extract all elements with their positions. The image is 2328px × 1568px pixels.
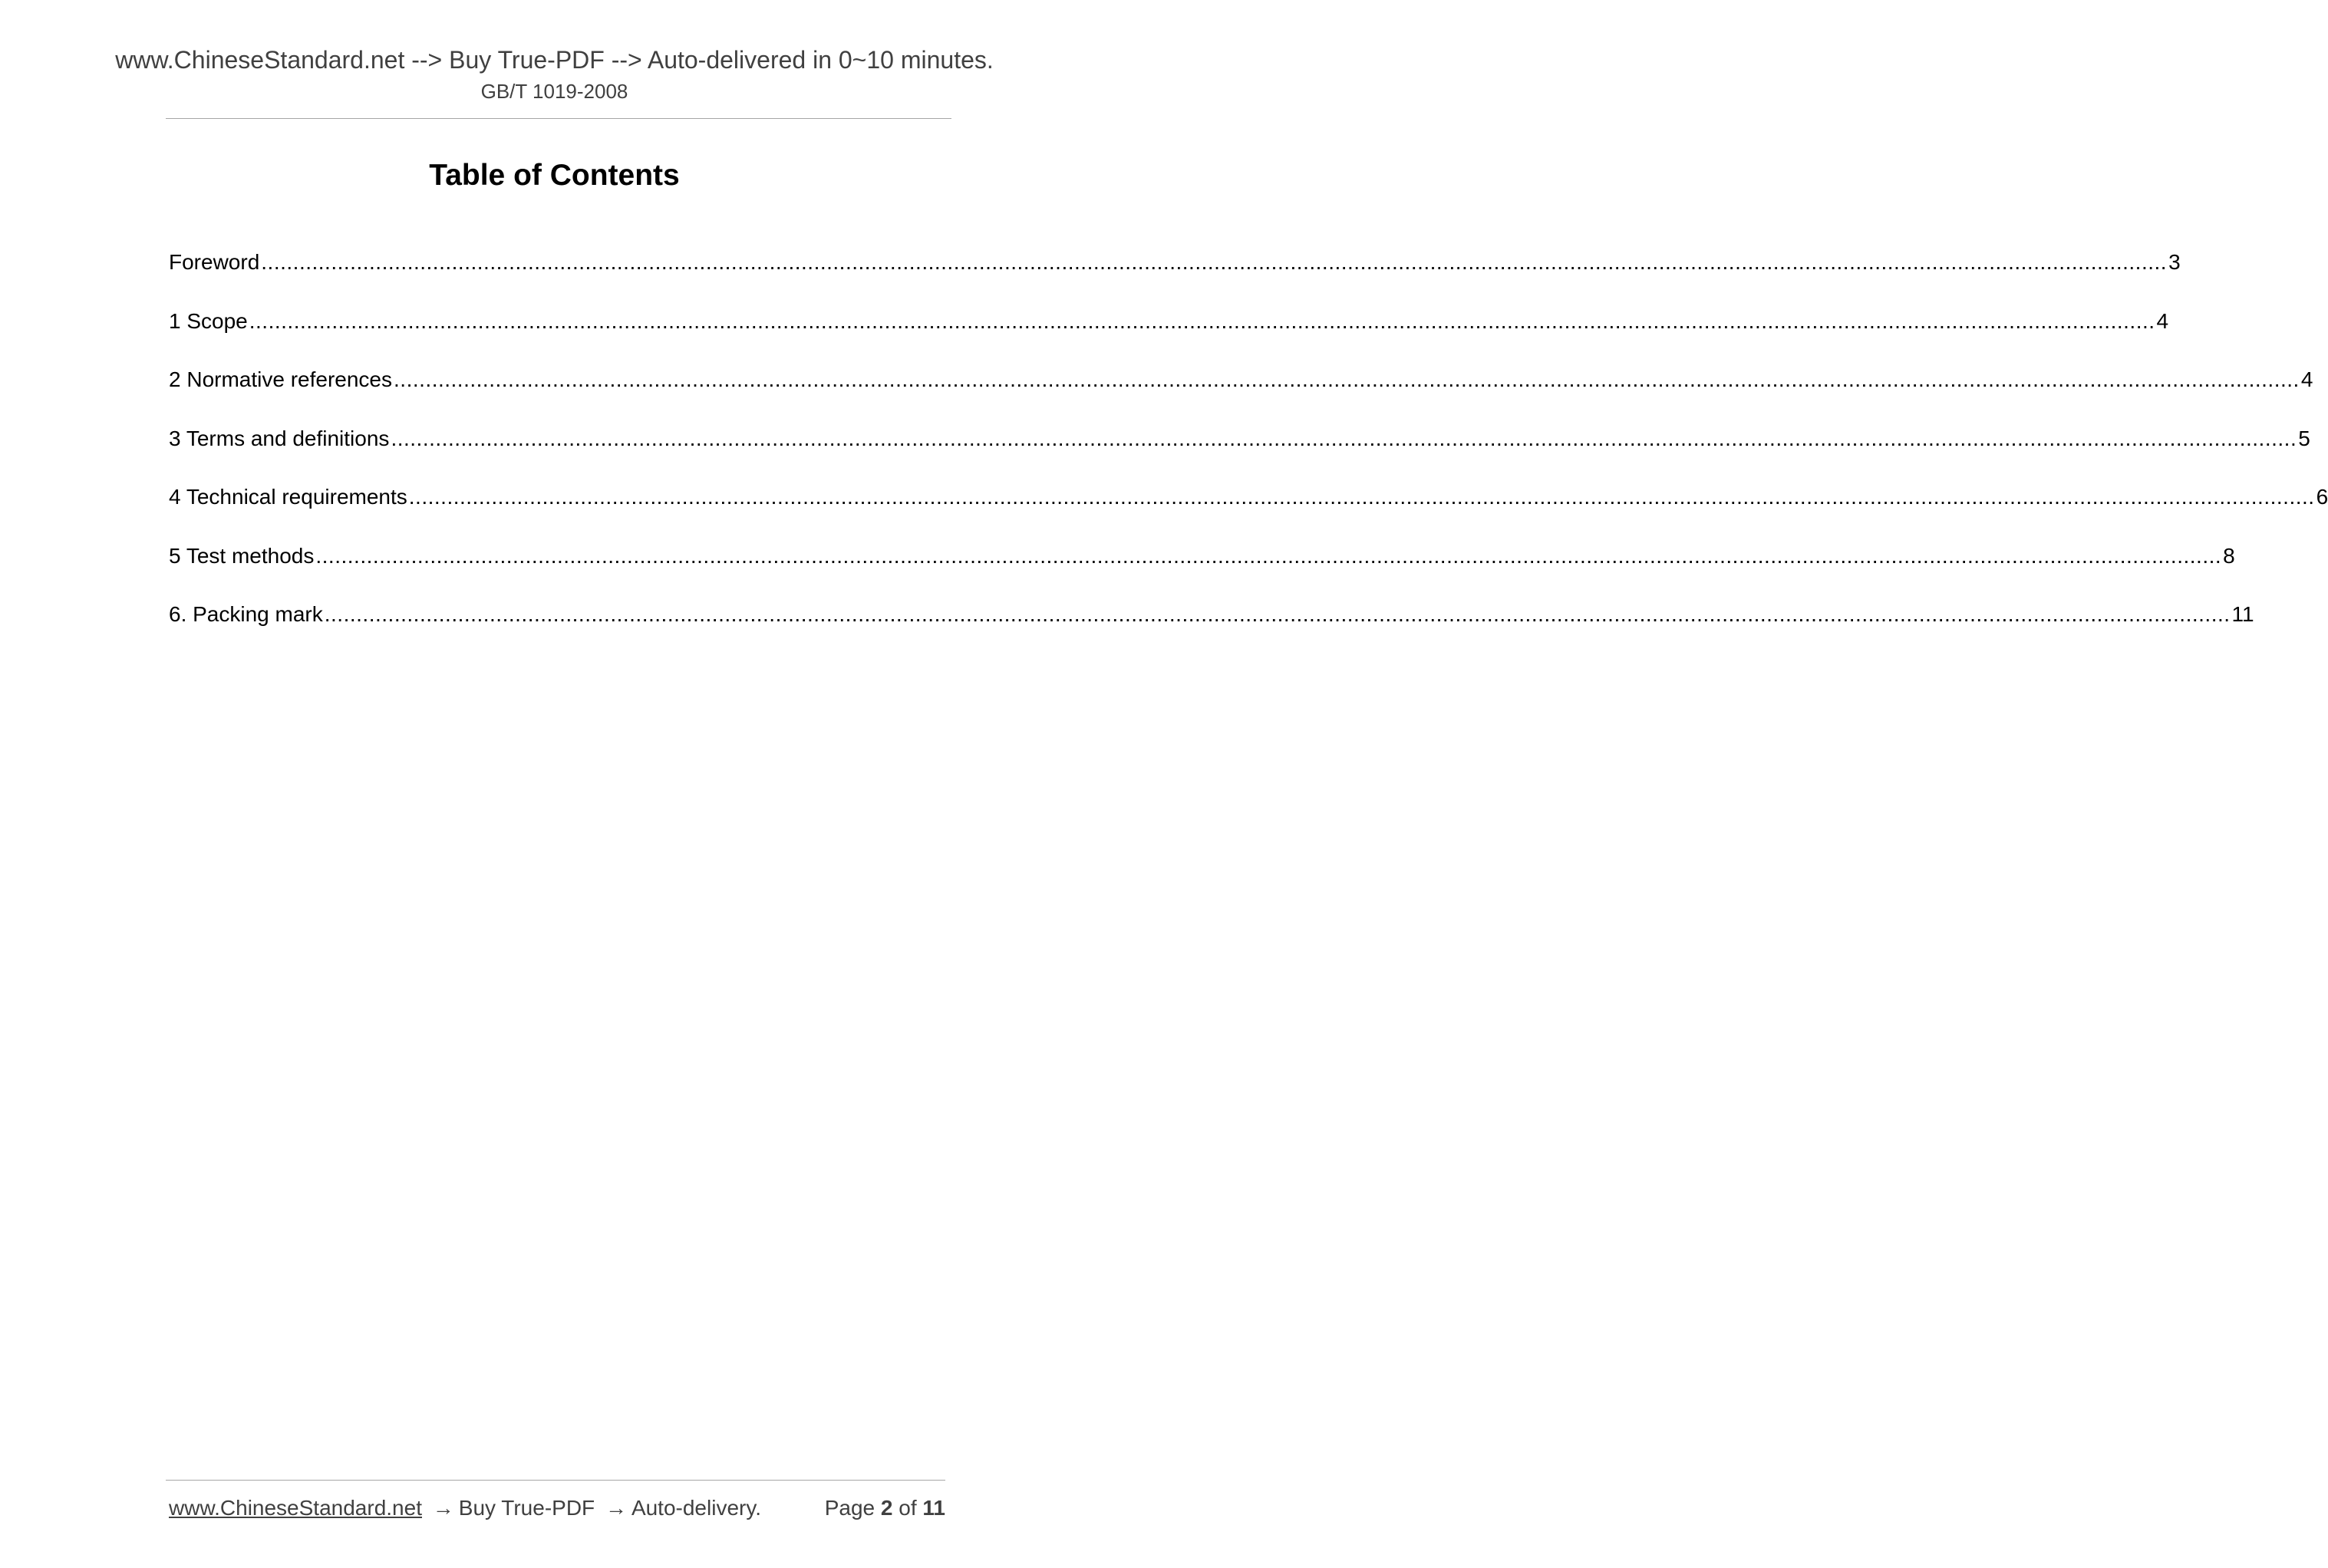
page-footer bbox=[169, 1493, 945, 1524]
toc-dot-leader: ............................................................................................................................................................................................................................................................................................................ bbox=[261, 250, 2168, 274]
toc-entry-technical-requirements[interactable] bbox=[169, 482, 2328, 541]
toc-entry-label: 3 Terms and definitions bbox=[169, 426, 390, 450]
toc-entry-page: 8 bbox=[2223, 543, 2235, 568]
toc-entry-scope[interactable] bbox=[169, 306, 2169, 365]
toc-entry-foreword[interactable] bbox=[169, 247, 2181, 306]
toc-entry-label: 1 Scope bbox=[169, 308, 248, 333]
toc-entry-page: 4 bbox=[2156, 308, 2169, 333]
toc-entry-packing-mark[interactable] bbox=[169, 599, 2254, 658]
toc-entry-page: 4 bbox=[2300, 367, 2313, 391]
toc-title: Table of Contents bbox=[429, 159, 680, 192]
toc-dot-leader: ............................................................................................................................................................................................................................................................................................................ bbox=[394, 367, 2300, 391]
footer-delivery-text: Auto-delivery. bbox=[631, 1496, 762, 1520]
footer-promo bbox=[169, 1493, 761, 1524]
toc-entry-terms-and-definitions[interactable] bbox=[169, 423, 2310, 483]
toc-entry-label: 6. Packing mark bbox=[169, 602, 323, 626]
page-header bbox=[0, 44, 1109, 104]
toc-list bbox=[169, 247, 2328, 658]
toc-entry-test-methods[interactable] bbox=[169, 541, 2235, 600]
toc-entry-label: 4 Technical requirements bbox=[169, 485, 407, 509]
toc-entry-page: 11 bbox=[2231, 602, 2254, 626]
toc-dot-leader: ............................................................................................................................................................................................................................................................................................................ bbox=[324, 602, 2231, 626]
toc-dot-leader: ............................................................................................................................................................................................................................................................................................................ bbox=[249, 308, 2155, 333]
arrow-right-icon: → bbox=[432, 1496, 454, 1520]
footer-buy-text: Buy True-PDF bbox=[458, 1496, 595, 1520]
footer-divider bbox=[166, 1480, 945, 1481]
toc-entry-page: 5 bbox=[2298, 426, 2310, 450]
toc-entry-label: 2 Normative references bbox=[169, 367, 393, 391]
page-number bbox=[825, 1493, 945, 1524]
page-word: Page bbox=[824, 1496, 875, 1520]
arrow-right-icon: → bbox=[605, 1496, 627, 1520]
header-promo-text: www.ChineseStandard.net --> Buy True-PDF --> Auto-delivered in 0~10 minutes. bbox=[115, 46, 994, 74]
toc-entry-label: Foreword bbox=[169, 250, 260, 274]
header-divider bbox=[166, 118, 951, 119]
standard-code: GB/T 1019-2008 bbox=[480, 80, 628, 103]
current-page-number: 2 bbox=[880, 1496, 893, 1520]
toc-dot-leader: ............................................................................................................................................................................................................................................................................................................ bbox=[391, 426, 2297, 450]
toc-entry-label: 5 Test methods bbox=[169, 543, 315, 568]
toc-dot-leader: ............................................................................................................................................................................................................................................................................................................ bbox=[315, 543, 2222, 568]
toc-entry-normative-references[interactable] bbox=[169, 364, 2313, 423]
toc-entry-page: 3 bbox=[2168, 250, 2181, 274]
footer-site-link[interactable]: www.ChineseStandard.net bbox=[169, 1496, 422, 1520]
toc-entry-page: 6 bbox=[2316, 485, 2328, 509]
of-word: of bbox=[899, 1496, 917, 1520]
toc-dot-leader: ............................................................................................................................................................................................................................................................................................................ bbox=[408, 485, 2315, 509]
total-pages-number: 11 bbox=[922, 1496, 945, 1520]
